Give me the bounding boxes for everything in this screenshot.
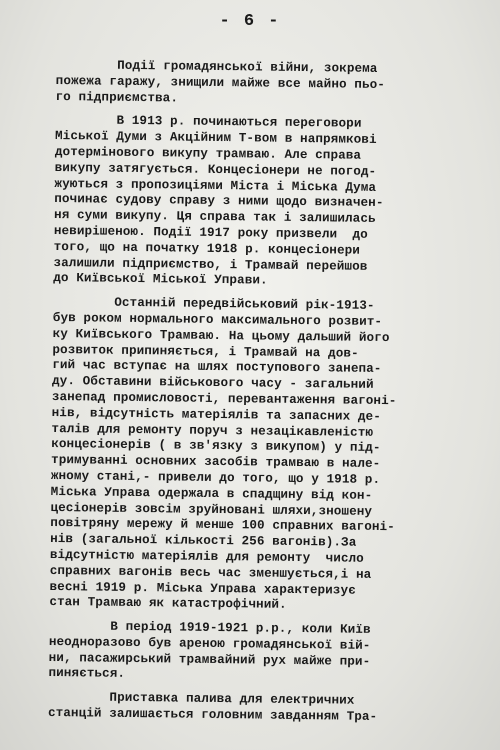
- text-line: повітряну мережу й менше 100 справних вагоні-: [50, 516, 395, 535]
- text-line: ни, пасажирський трамвайний рух майже при-: [48, 650, 371, 669]
- text-line: Події громадянської війни, зокрема: [55, 58, 378, 76]
- text-line: В 1913 р. починаються переговори: [55, 113, 362, 132]
- text-line: ня суми викупу. Ця справа так і залишилась: [53, 208, 376, 227]
- body-text: [48, 58, 488, 727]
- text-line: тримуванні основних засобів трамваю в нале-: [51, 453, 381, 472]
- text-line: відсутністю матеріялів для ремонту число: [49, 547, 364, 566]
- text-line: Міська Управа одержала в спадщину від кон-: [50, 484, 373, 503]
- text-line: талів для ремонту поруч з незацікавленістю: [51, 421, 374, 440]
- text-line: гий час вступає на шлях поступового занепа-: [52, 358, 382, 377]
- text-line: Міської Думи з Акційним Т-вом в напрямкові: [54, 129, 377, 148]
- text-line: пиняється.: [48, 666, 126, 682]
- text-line: пожежа гаражу, знищили майже все майно пьо-: [55, 73, 386, 92]
- text-line: го підприємства.: [55, 89, 179, 106]
- text-line: концесіонерів ( в зв'язку з викупом) у під-: [51, 437, 381, 456]
- paragraph: [49, 295, 485, 616]
- text-line: невирішеною. Події 1917 року призвели до: [53, 223, 368, 242]
- text-line: залишили підприємство, і Трамвай перейшов: [53, 255, 368, 274]
- text-line: нів (загальної кількості 256 вагонів).За: [50, 532, 357, 550]
- text-line: стан Трамваю як катастрофічний.: [49, 595, 287, 613]
- text-line: розвиток припиняється, і Трамвай на дов-: [52, 342, 359, 361]
- text-line: викупу затягується. Концесіонери не погод-: [54, 160, 377, 179]
- text-line: дотермінового викупу трамваю. Але справа: [54, 144, 362, 163]
- text-line: занепад промисловості, перевантаження вагоні-: [51, 389, 397, 409]
- text-line: станцій залишається головним завданням Тра-: [47, 706, 378, 725]
- text-line: Приставка палива для електричних: [48, 690, 355, 708]
- text-line: справних вагонів весь час зменшується,і на: [49, 563, 372, 582]
- paragraph: [48, 619, 481, 687]
- text-line: починає судову справу з ними щодо визначен-: [54, 192, 384, 211]
- paragraph: [55, 58, 488, 111]
- text-line: був роком нормального максимального розвит-: [52, 310, 383, 329]
- text-line: весні 1919 р. Міська Управа характеризує: [49, 579, 356, 598]
- text-line: ку Київського Трамваю. На цьому дальший його: [52, 326, 390, 345]
- text-line: неодноразово був ареною громадянської вій-: [48, 634, 371, 653]
- text-line: жному стані,- привели до того, що у 1918 р.: [50, 468, 381, 487]
- page-number: - 6 -: [219, 12, 281, 31]
- text-line: до Київської Міської Управи.: [53, 271, 268, 288]
- text-line: Останній передвійськовий рік-1913-: [52, 295, 375, 314]
- text-line: В період 1919-1921 р.р., коли Київ: [48, 619, 371, 637]
- paragraph: [48, 690, 480, 727]
- paragraph: [53, 113, 487, 292]
- text-line: жуються з пропозиціями Міста і Міська Дума: [54, 176, 377, 195]
- text-line: ду. Обставини військового часу - загальний: [51, 374, 374, 393]
- text-line: цесіонерів зовсім зруйновані шляхи,зношену: [50, 500, 373, 519]
- text-line: нів, відсутність матеріялів та запасних де-: [51, 405, 382, 424]
- text-line: того, що на початку 1918 р. концесіонери: [53, 239, 361, 258]
